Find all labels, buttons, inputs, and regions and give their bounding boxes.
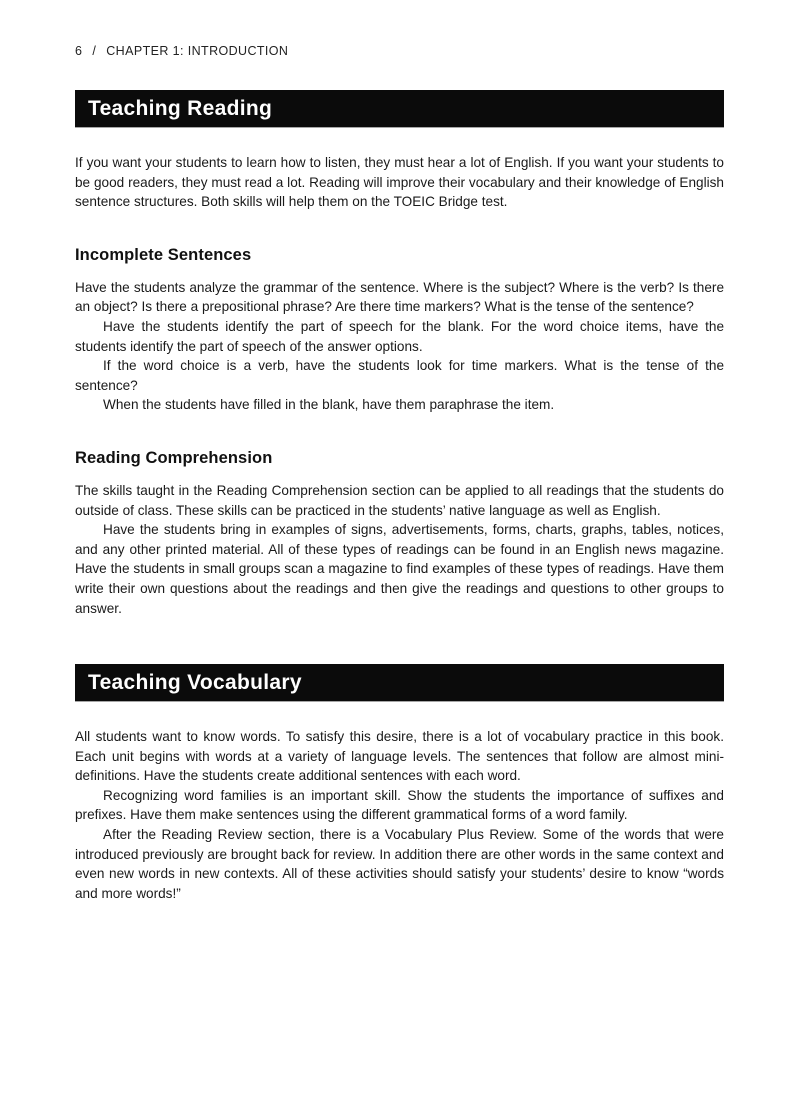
teaching-reading-intro-paragraph: If you want your students to learn how to listen, they must hear a lot of English. If you want your students to be good readers, they must read a lot. Reading will improve their vocabulary and their knowledge of English sentence structures. Both skills will help them on the TOEIC Bridge test. [75,155,724,210]
running-header [75,44,724,58]
section-banner-teaching-reading [75,90,724,127]
teaching-vocabulary-paragraph-2: Recognizing word families is an important skill. Show the students the importance of suffixes and prefixes. Have them make sentences using the different grammatical forms of a word family. [75,787,724,823]
incomplete-sentences-section [75,246,724,415]
banner-title-teaching-vocabulary: Teaching Vocabulary [88,671,302,695]
reading-comprehension-heading: Reading Comprehension [75,448,273,467]
header-separator: / [92,44,97,58]
reading-comprehension-paragraph-1: The skills taught in the Reading Comprehension section can be applied to all readings that the students do outside of class. These skills can be practiced in the students’ native language as well as English. [75,482,724,518]
reading-comprehension-section [75,449,724,618]
incomplete-sentences-paragraph-4: When the students have filled in the blank, have them paraphrase the item. [103,397,555,413]
teaching-vocabulary-paragraph-3: After the Reading Review section, there is a Vocabulary Plus Review. Some of the words that were introduced previously are brought back for review. In addition there are other words in the same context and even new words in new contexts. All of these activities should satisfy your students’ desire to know “words and more words!” [75,827,724,901]
incomplete-sentences-heading: Incomplete Sentences [75,245,252,264]
teaching-vocabulary-section [75,727,724,903]
section-banner-teaching-vocabulary [75,664,724,701]
incomplete-sentences-paragraph-1: Have the students analyze the grammar of the sentence. Where is the subject? Where is the verb? Is there an object? Is there a prepositional phrase? Are there time markers? What is the tense of the sentence? [75,279,724,315]
chapter-title: CHAPTER 1: INTRODUCTION [106,44,289,58]
reading-comprehension-paragraph-2: Have the students bring in examples of signs, advertisements, forms, charts, graphs, tables, notices, and any other printed material. All of these types of readings can be found in an English news magazine. Have the students in small groups scan a magazine to find examples of these types of readings. Have them write their own questions about the readings and then give the readings and questions to other groups to answer. [75,522,724,616]
incomplete-sentences-paragraph-3: If the word choice is a verb, have the students look for time markers. What is the tense of the sentence? [75,358,724,393]
teaching-vocabulary-paragraph-1: All students want to know words. To satisfy this desire, there is a lot of vocabulary practice in this book. Each unit begins with words at a variety of language levels. The sentences that follow are almost mini-definitions. Have the students create additional sentences with each word. [75,729,724,784]
banner-title-teaching-reading: Teaching Reading [88,97,273,120]
page-number: 6 [75,44,83,58]
incomplete-sentences-paragraph-2: Have the students identify the part of speech for the blank. For the word choice items, have the students identify the part of speech of the answer options. [75,318,724,354]
